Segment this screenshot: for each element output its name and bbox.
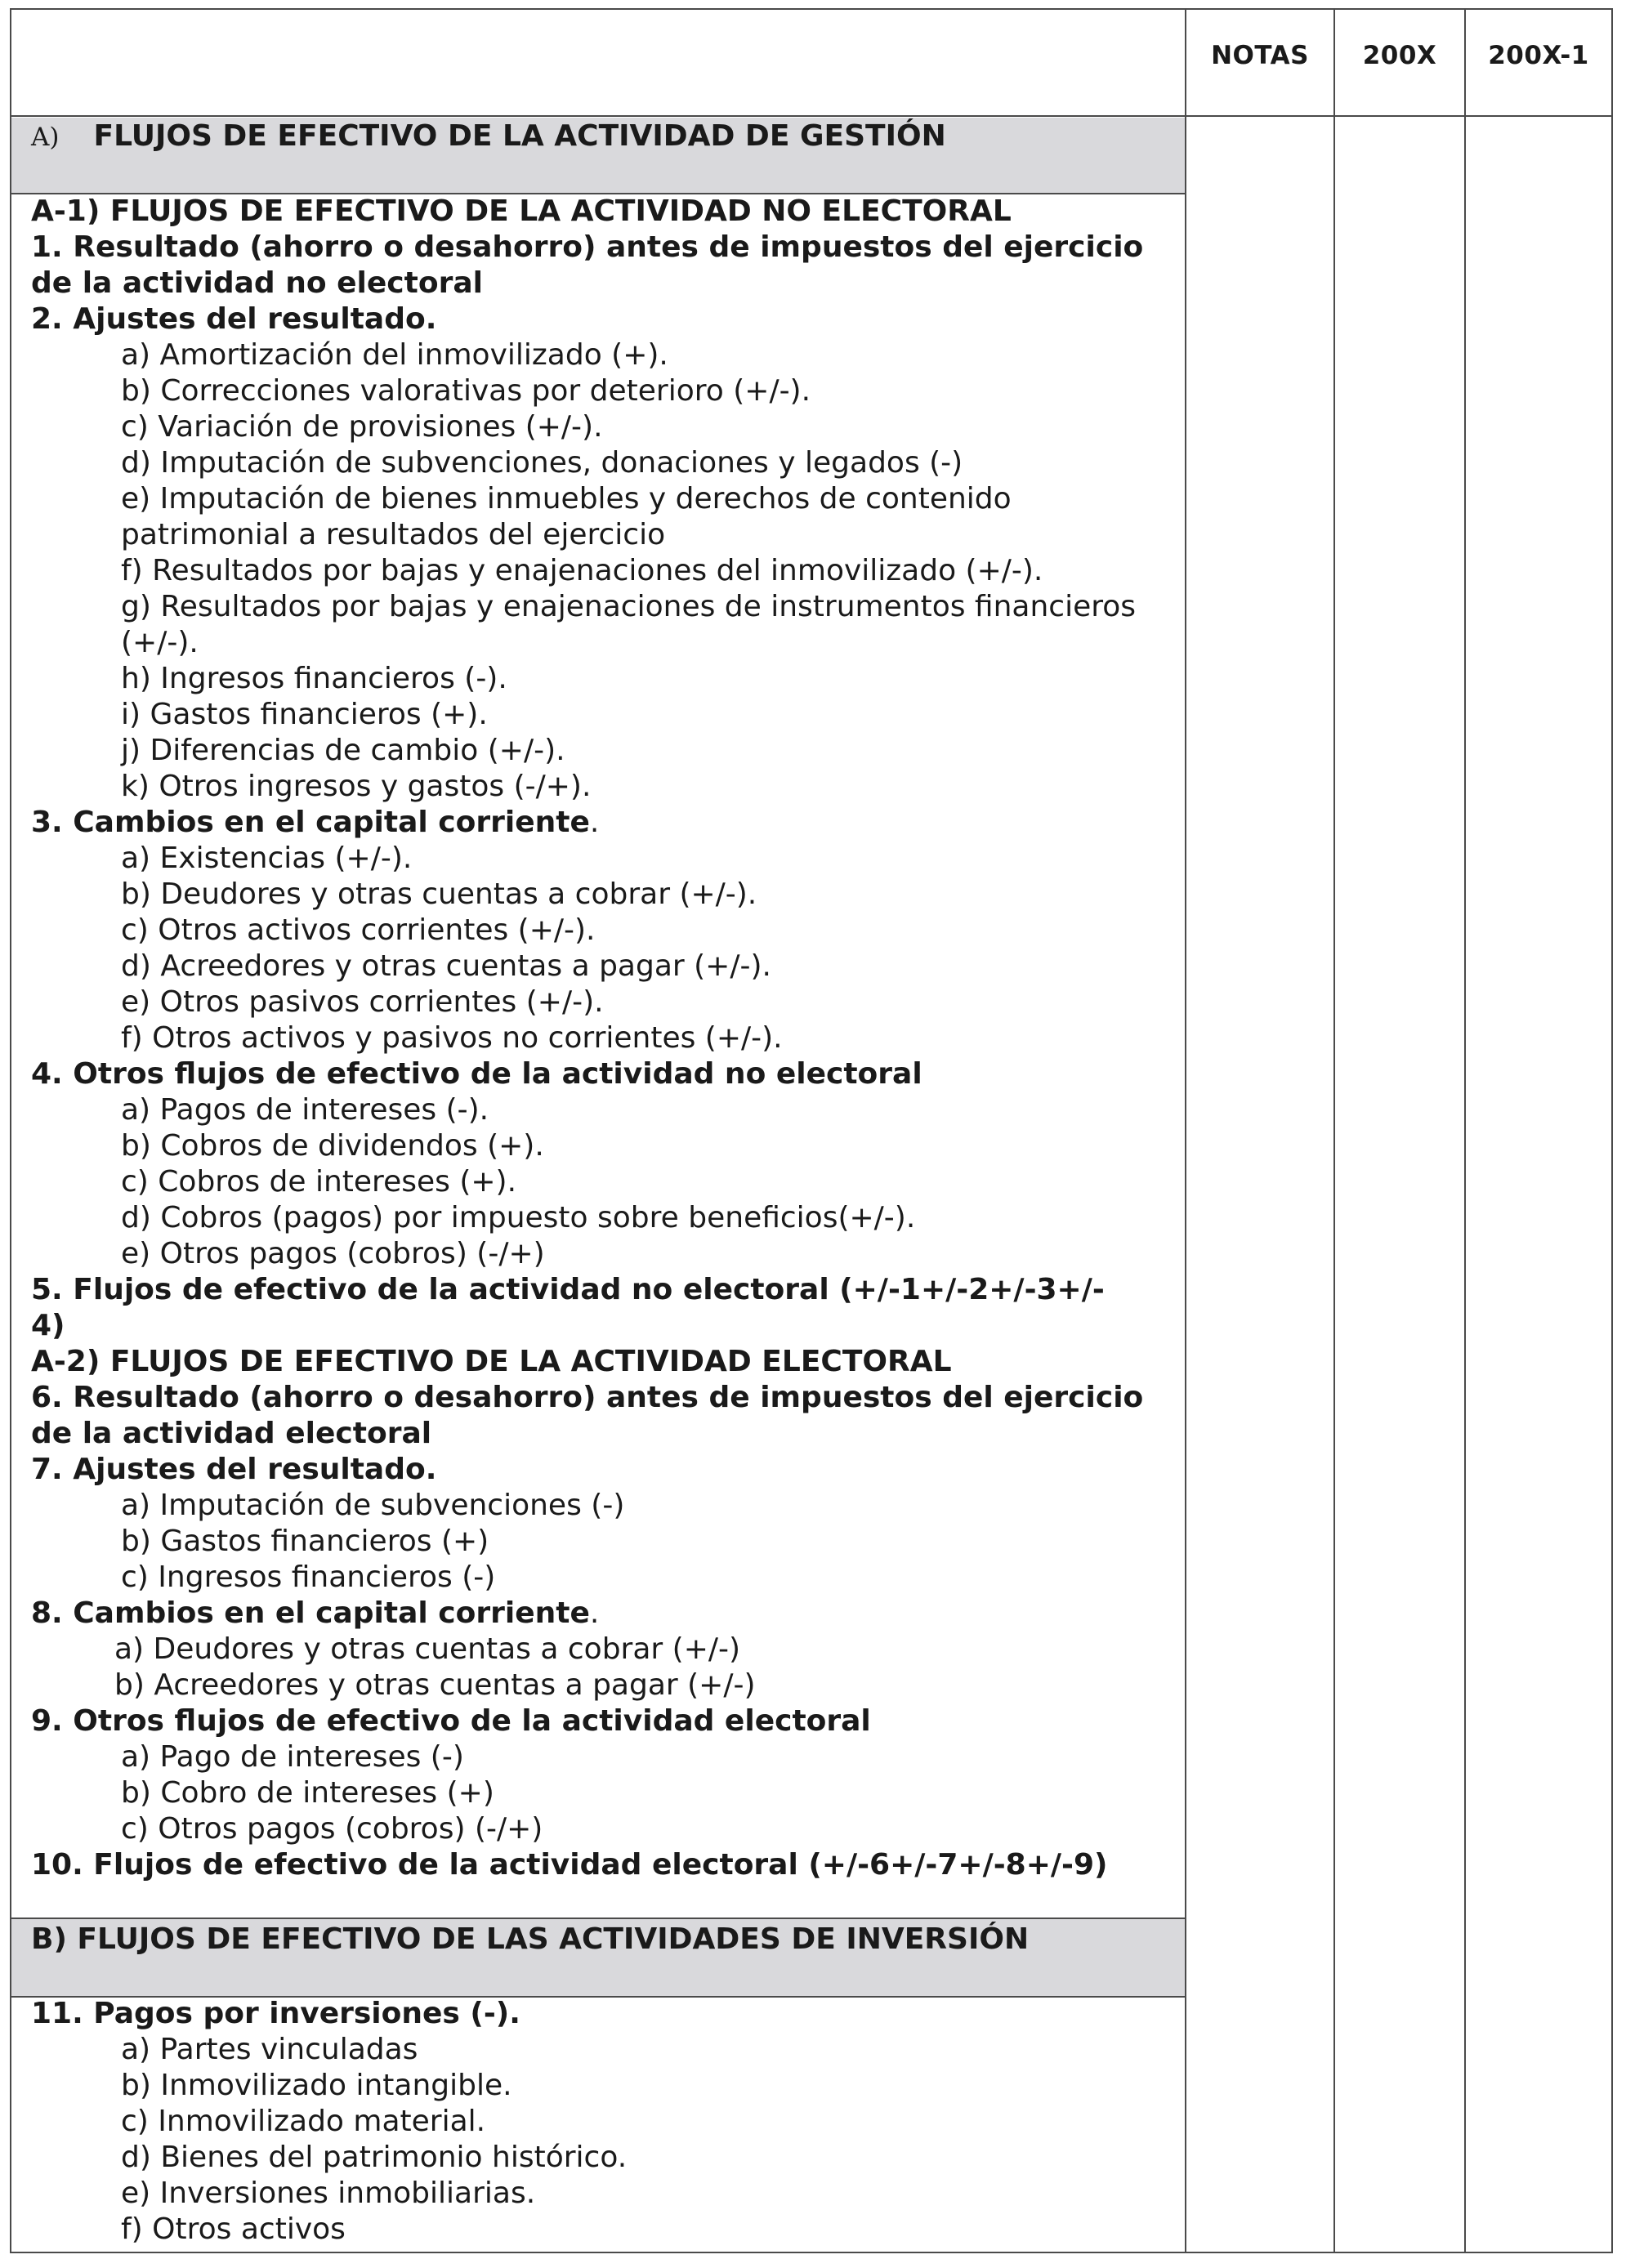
statement-line [31, 949, 1175, 984]
column-divider-notas [1185, 8, 1186, 2253]
statement-line-text: g) Resultados por bajas y enajenaciones de instrumentos financieros [121, 590, 1137, 623]
statement-line-text: 3. Cambios en el capital corriente [31, 806, 590, 839]
column-header-prev-year: 200X-1 [1488, 41, 1589, 70]
statement-line-text: d) Cobros (pagos) por impuesto sobre beneficios(+/-). [121, 1201, 916, 1234]
statement-line [31, 1056, 1175, 1092]
statement-line [31, 841, 1175, 877]
statement-line-text: de la actividad no electoral [31, 266, 483, 300]
statement-line [31, 1847, 1175, 1883]
statement-line [31, 481, 1175, 517]
statement-line-text: patrimonial a resultados del ejercicio [121, 518, 666, 551]
statement-line [31, 589, 1175, 625]
statement-line-text: 5. Flujos de efectivo de la actividad no electoral (+/-1+/-2+/-3+/- [31, 1273, 1105, 1306]
section-b-top-divider [10, 1918, 1185, 1919]
statement-line-text: 1. Resultado (ahorro o desahorro) antes de impuestos del ejercicio [31, 230, 1144, 264]
statement-line-text: e) Inversiones inmobiliarias. [121, 2176, 536, 2210]
statement-line [31, 1020, 1175, 1056]
column-header-year: 200X [1362, 41, 1437, 70]
statement-line [31, 1344, 1175, 1380]
statement-line-text: A-1) FLUJOS DE EFECTIVO DE LA ACTIVIDAD NO ELECTORAL [31, 194, 1012, 228]
statement-line [31, 517, 1175, 553]
statement-line-text: c) Ingresos financieros (-) [121, 1560, 496, 1594]
statement-line-text: k) Otros ingresos y gastos (-/+). [121, 770, 592, 803]
statement-line [31, 2140, 1175, 2176]
statement-line-text: 9. Otros flujos de efectivo de la actividad electoral [31, 1704, 871, 1738]
statement-line-text: 2. Ajustes del resultado. [31, 302, 437, 336]
statement-line [31, 266, 1175, 301]
statement-line-text: c) Inmovilizado material. [121, 2105, 486, 2138]
statement-line [31, 1632, 1175, 1668]
statement-line-text: a) Amortización del inmovilizado (+). [121, 338, 668, 372]
statement-line-text: j) Diferencias de cambio (+/-). [121, 734, 565, 767]
statement-line [31, 2032, 1175, 2068]
statement-line-text: a) Deudores y otras cuentas a cobrar (+/-) [114, 1632, 741, 1666]
statement-line-text: d) Imputación de subvenciones, donaciones y legados (-) [121, 446, 963, 480]
statement-line [31, 337, 1175, 373]
statement-line [31, 445, 1175, 481]
statement-line-text: d) Bienes del patrimonio histórico. [121, 2141, 628, 2174]
statement-line [31, 1380, 1175, 1416]
header-divider [10, 115, 1613, 117]
statement-line-text: 11. Pagos por inversiones (-). [31, 1997, 520, 2030]
statement-line [31, 1488, 1175, 1524]
statement-line [31, 1739, 1175, 1775]
statement-line [31, 373, 1175, 409]
statement-line [31, 1200, 1175, 1236]
statement-line-text: b) Inmovilizado intangible. [121, 2069, 512, 2102]
statement-line [31, 1128, 1175, 1164]
section-b-title: B) FLUJOS DE EFECTIVO DE LAS ACTIVIDADES DE INVERSIÓN [31, 1922, 1030, 1956]
statement-line-suffix: . [589, 1596, 600, 1630]
statement-line [31, 1092, 1175, 1128]
statement-line [31, 2104, 1175, 2140]
column-divider-prev-year [1464, 8, 1466, 2253]
statement-line [31, 1996, 1175, 2032]
statement-line-text: a) Existencias (+/-). [121, 842, 413, 875]
statement-line-text: 6. Resultado (ahorro o desahorro) antes de impuestos del ejercicio [31, 1381, 1144, 1414]
statement-line [31, 1272, 1175, 1308]
statement-line [31, 1308, 1175, 1344]
statement-line-text: e) Otros pagos (cobros) (-/+) [121, 1237, 545, 1270]
statement-line-text: e) Imputación de bienes inmuebles y derechos de contenido [121, 482, 1012, 516]
column-header-notas: NOTAS [1211, 41, 1309, 70]
statement-line [31, 984, 1175, 1020]
statement-line-text: d) Acreedores y otras cuentas a pagar (+/-). [121, 949, 771, 983]
statement-line-text: A-2) FLUJOS DE EFECTIVO DE LA ACTIVIDAD ELECTORAL [31, 1345, 952, 1378]
statement-line [31, 2176, 1175, 2212]
statement-line-text: de la actividad electoral [31, 1417, 432, 1450]
statement-line-text: c) Variación de provisiones (+/-). [121, 410, 603, 444]
statement-line [31, 1811, 1175, 1847]
statement-line [31, 301, 1175, 337]
statement-line-text: h) Ingresos financieros (-). [121, 662, 507, 695]
statement-line [31, 553, 1175, 589]
statement-line [31, 1596, 1175, 1632]
column-divider-year [1333, 8, 1335, 2253]
section-a-title [31, 119, 946, 153]
statement-line [31, 409, 1175, 445]
statement-line-text: 4. Otros flujos de efectivo de la actividad no electoral [31, 1057, 922, 1091]
statement-line [31, 1236, 1175, 1272]
statement-line-text: 7. Ajustes del resultado. [31, 1453, 437, 1486]
statement-line [31, 805, 1175, 841]
statement-line-suffix: . [589, 806, 600, 839]
statement-line-text: e) Otros pasivos corrientes (+/-). [121, 985, 604, 1019]
section-a-lines [31, 194, 1175, 1883]
statement-line-text: b) Cobros de dividendos (+). [121, 1129, 544, 1163]
statement-line-text: c) Otros pagos (cobros) (-/+) [121, 1812, 543, 1846]
statement-line-text: b) Gastos financieros (+) [121, 1525, 489, 1558]
statement-line-text: b) Deudores y otras cuentas a cobrar (+/-). [121, 877, 757, 911]
statement-line [31, 1164, 1175, 1200]
statement-line [31, 230, 1175, 266]
statement-line-text: b) Acreedores y otras cuentas a pagar (+/-) [114, 1668, 756, 1702]
statement-line-text: b) Cobro de intereses (+) [121, 1776, 494, 1810]
statement-line [31, 661, 1175, 697]
section-a-letter: A) [31, 123, 60, 152]
statement-line-text: i) Gastos financieros (+). [121, 698, 488, 731]
statement-line [31, 1560, 1175, 1596]
statement-line [31, 913, 1175, 949]
statement-line [31, 697, 1175, 733]
statement-line-text: 4) [31, 1309, 65, 1342]
statement-line [31, 2212, 1175, 2248]
statement-line-text: 8. Cambios en el capital corriente [31, 1596, 590, 1630]
statement-line [31, 1703, 1175, 1739]
statement-line-text: f) Otros activos [121, 2212, 346, 2246]
statement-line [31, 1775, 1175, 1811]
statement-line [31, 1452, 1175, 1488]
statement-line-text: a) Imputación de subvenciones (-) [121, 1489, 625, 1522]
statement-line-text: a) Pagos de intereses (-). [121, 1093, 489, 1127]
statement-line [31, 769, 1175, 805]
statement-line [31, 877, 1175, 913]
statement-line-text: 10. Flujos de efectivo de la actividad electoral (+/-6+/-7+/-8+/-9) [31, 1848, 1108, 1882]
section-a-title-text: FLUJOS DE EFECTIVO DE LA ACTIVIDAD DE GESTIÓN [93, 119, 946, 153]
statement-line-text: a) Partes vinculadas [121, 2033, 418, 2066]
statement-line-text: c) Otros activos corrientes (+/-). [121, 913, 596, 947]
statement-line [31, 733, 1175, 769]
statement-line [31, 1524, 1175, 1560]
statement-line [31, 194, 1175, 230]
statement-line [31, 2068, 1175, 2104]
statement-line-text: f) Resultados por bajas y enajenaciones del inmovilizado (+/-). [121, 554, 1043, 587]
statement-line [31, 625, 1175, 661]
statement-line [31, 1416, 1175, 1452]
statement-line-text: a) Pago de intereses (-) [121, 1740, 464, 1774]
statement-line-text: f) Otros activos y pasivos no corrientes (+/-). [121, 1021, 783, 1055]
statement-line-text: (+/-). [121, 626, 199, 659]
statement-line [31, 1668, 1175, 1703]
section-b-lines [31, 1996, 1175, 2248]
statement-line-text: c) Cobros de intereses (+). [121, 1165, 517, 1199]
statement-line-text: b) Correcciones valorativas por deterioro (+/-). [121, 374, 811, 408]
